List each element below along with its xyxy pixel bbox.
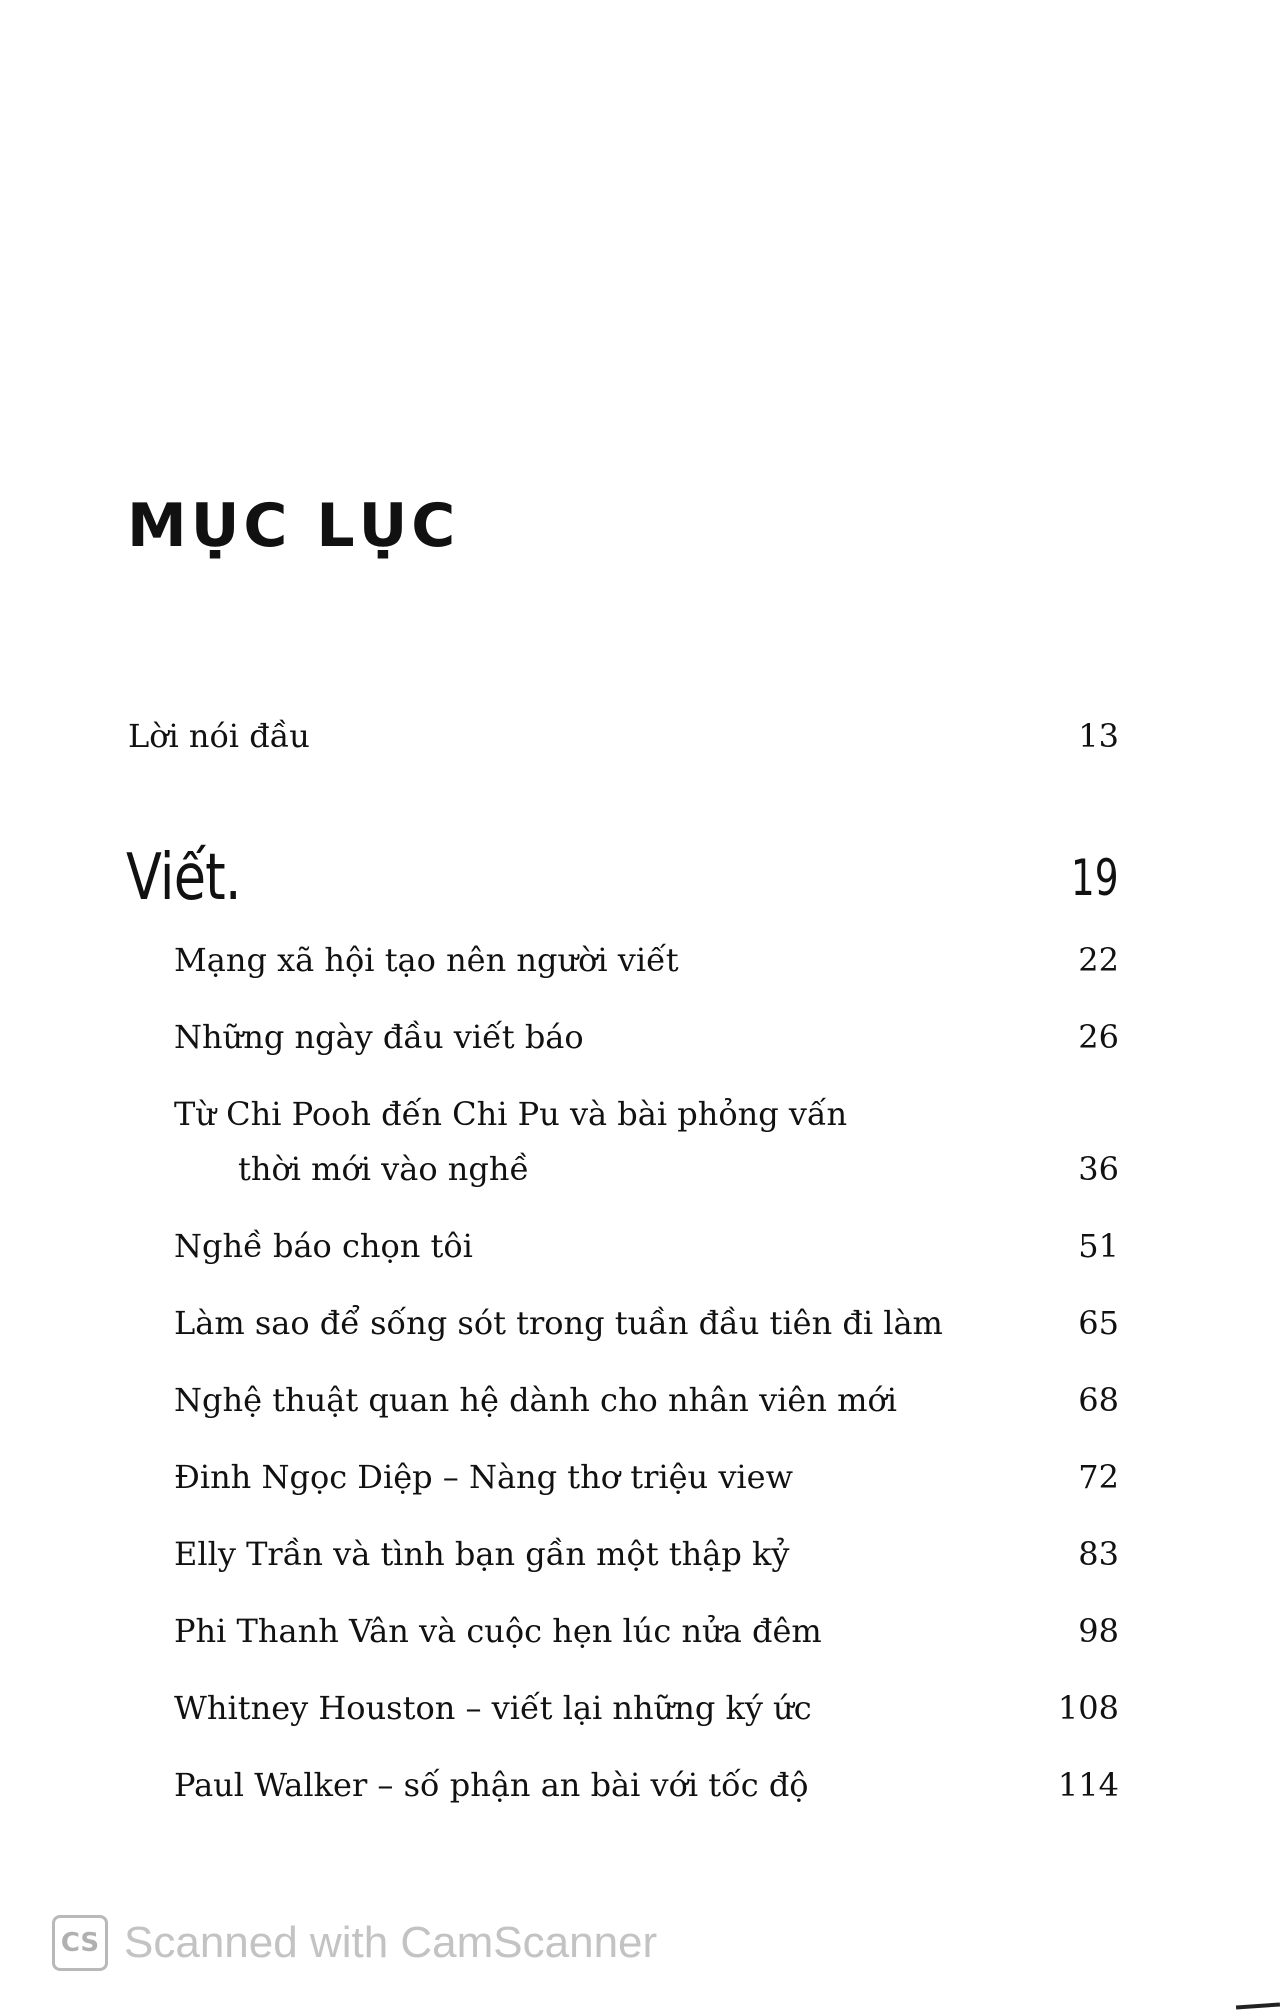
toc-entry-page: 83 [1078,1535,1119,1573]
toc-entry-label: Nghề báo chọn tôi [174,1227,473,1265]
toc-entry-page: 68 [1078,1381,1119,1419]
camscanner-logo-icon: CS [52,1915,108,1971]
page-edge-mark [1236,2002,1280,2009]
toc-entry-label: Whitney Houston – viết lại những ký ức [174,1689,812,1727]
scanner-watermark-text: Scanned with CamScanner [124,1918,658,1967]
toc-entry-label: Đinh Ngọc Diệp – Nàng thơ triệu view [174,1458,793,1496]
toc-entry-label: Làm sao để sống sót trong tuần đầu tiên đi làm [174,1304,943,1342]
toc-entry-page: 26 [1078,1018,1119,1056]
toc-section-label: Viết. [126,841,241,915]
toc-entry-label: Paul Walker – số phận an bài với tốc độ [174,1766,809,1804]
toc-entry-page: 72 [1078,1458,1119,1496]
toc-entry-page: 13 [1078,717,1119,755]
toc-entry-page: 36 [1078,1150,1119,1188]
toc-entry-label: Nghệ thuật quan hệ dành cho nhân viên mới [174,1381,897,1419]
toc-entry-label-line2: thời mới vào nghề [238,1150,530,1188]
toc-entry-label: Mạng xã hội tạo nên người viết [174,941,679,979]
scanner-watermark [52,1913,657,1973]
toc-entry-page: 22 [1078,941,1119,979]
toc-entry-label: Lời nói đầu [128,717,310,755]
toc-entry-label: Phi Thanh Vân và cuộc hẹn lúc nửa đêm [174,1612,822,1650]
toc-entry-page: 108 [1057,1689,1119,1727]
toc-entry-page: 114 [1057,1766,1119,1804]
toc-entry-page: 51 [1078,1227,1119,1265]
toc-entry-page: 65 [1078,1304,1119,1342]
toc-entry-label [174,1094,847,1189]
toc-entry-label: Elly Trần và tình bạn gần một thập kỷ [174,1535,790,1573]
toc-entry-page: 98 [1078,1612,1119,1650]
toc-title: MỤC LỤC [127,491,460,561]
toc-entry-label-line1: Từ Chi Pooh đến Chi Pu và bài phỏng vấn [174,1095,848,1133]
toc-entry-label: Những ngày đầu viết báo [174,1018,584,1056]
toc-section-page: 19 [1071,849,1119,907]
